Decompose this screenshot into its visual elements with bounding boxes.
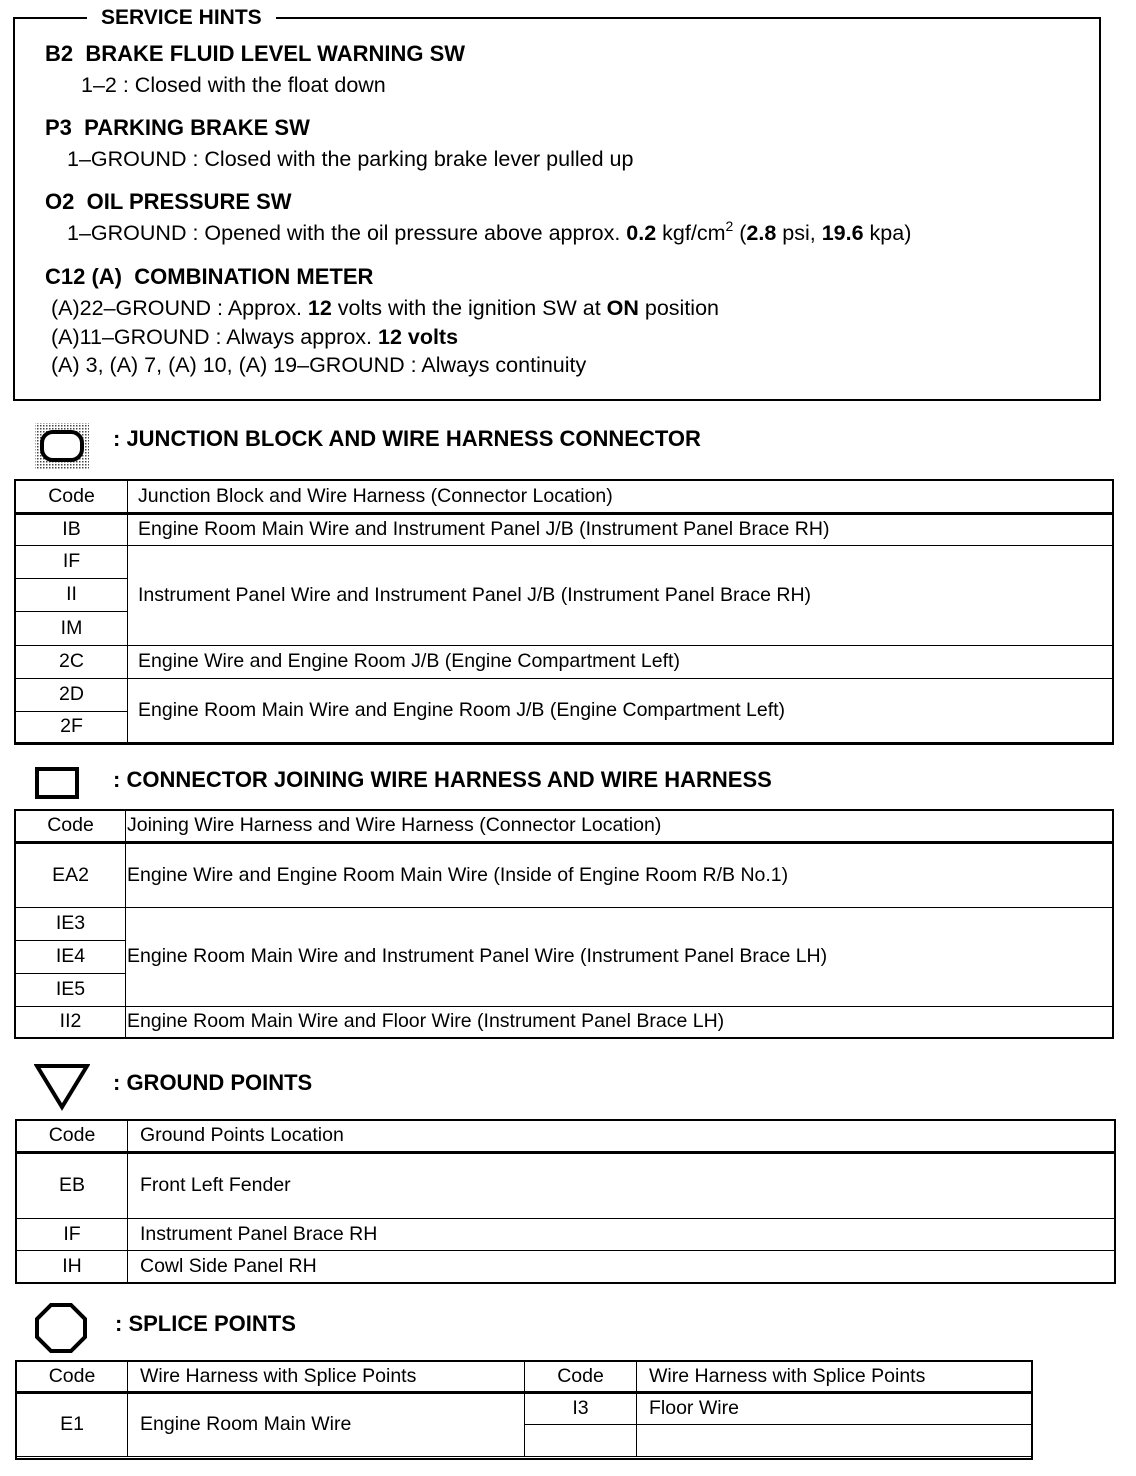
code-cell: IB: [16, 514, 128, 546]
code-cell: 2C: [16, 646, 128, 679]
desc2-cell: Floor Wire: [637, 1393, 1032, 1425]
col-code-header: Code: [17, 1121, 128, 1153]
table-row: [16, 908, 1113, 941]
hint-c12-code: C12 (A): [45, 264, 123, 289]
code-cell: E1: [17, 1393, 128, 1457]
desc-cell: Engine Room Main Wire and Instrument Panel J/B (Instrument Panel Brace RH): [128, 514, 1113, 546]
hint-o2-line: 1–GROUND : Opened with the oil pressure above approx. 0.2 kgf/$cm^2$ (2.8 psi, 19.6 kpa): [67, 218, 912, 245]
hint-p3-heading: [45, 115, 310, 141]
table-row: [16, 1007, 1113, 1038]
hint-p3-code: P3: [45, 115, 72, 140]
col-code-header: Code: [16, 481, 128, 514]
code-cell: EB: [17, 1153, 128, 1219]
col-desc-header: Junction Block and Wire Harness (Connector Location): [128, 481, 1113, 514]
splice-heading: : SPLICE POINTS: [115, 1311, 296, 1336]
table-row: [17, 1251, 1115, 1283]
code-cell: IF: [17, 1219, 128, 1251]
hint-o2-name: OIL PRESSURE SW: [86, 189, 292, 214]
table-header-row: [17, 1362, 1032, 1393]
code-cell: EA2: [16, 843, 126, 908]
connector-box-icon: [34, 766, 80, 800]
hint-c12-heading: [45, 264, 373, 290]
code-cell: IF: [16, 546, 128, 579]
junction-table: [15, 480, 1113, 743]
code2-cell: I3: [525, 1393, 637, 1425]
hint-c12-name: COMBINATION METER: [134, 264, 374, 289]
code-cell: IE4: [16, 941, 126, 974]
table-row: [17, 1219, 1115, 1251]
col-code2-header: Code: [525, 1362, 637, 1393]
code-cell: II2: [16, 1007, 126, 1038]
table-row: [17, 1153, 1115, 1219]
col-desc-header: Joining Wire Harness and Wire Harness (Connector Location): [126, 811, 1113, 843]
service-hints-title: SERVICE HINTS: [87, 5, 276, 31]
hint-b2-line: 1–2 : Closed with the float down: [81, 73, 386, 97]
col-code-header: Code: [17, 1362, 128, 1393]
desc-cell: Engine Room Main Wire and Engine Room J/B (Engine Compartment Left): [128, 679, 1113, 743]
hint-c12-line-3: (A) 3, (A) 7, (A) 10, (A) 19–GROUND : Always continuity: [51, 353, 587, 377]
junction-heading: : JUNCTION BLOCK AND WIRE HARNESS CONNECTOR: [113, 426, 701, 451]
table-row: [16, 546, 1113, 579]
col-desc2-header: Wire Harness with Splice Points: [637, 1362, 1032, 1393]
splice-octagon-icon: [34, 1302, 88, 1354]
table-row: [16, 679, 1113, 712]
ground-heading: : GROUND POINTS: [113, 1070, 313, 1095]
ground-table: [16, 1120, 1115, 1283]
col-desc-header: Wire Harness with Splice Points: [128, 1362, 525, 1393]
table-row: [16, 514, 1113, 546]
hint-o2-code: O2: [45, 189, 75, 214]
table-header-row: [16, 811, 1113, 843]
desc-cell: Front Left Fender: [128, 1153, 1115, 1219]
desc-cell: Cowl Side Panel RH: [128, 1251, 1115, 1283]
hint-b2-code: B2: [45, 41, 74, 66]
hint-b2-name: BRAKE FLUID LEVEL WARNING SW: [85, 41, 466, 66]
desc-cell: Instrument Panel Wire and Instrument Panel J/B (Instrument Panel Brace RH): [128, 546, 1113, 646]
table-header-row: [17, 1121, 1115, 1153]
splice-table: [16, 1361, 1032, 1457]
code-cell: IE3: [16, 908, 126, 941]
code-cell: 2F: [16, 712, 128, 743]
junction-block-icon: [34, 422, 90, 470]
hint-c12-line-2: (A)11–GROUND : Always approx. 12 volts: [51, 325, 459, 349]
table-row: [17, 1393, 1032, 1425]
col-code-header: Code: [16, 811, 126, 843]
table-row: [16, 646, 1113, 679]
code-cell: II: [16, 579, 128, 612]
code2-cell-empty: [525, 1425, 637, 1457]
connector-table: [15, 810, 1113, 1038]
hint-c12-line-1: (A)22–GROUND : Approx. 12 volts with the ignition SW at ON position: [51, 296, 719, 320]
desc-cell: Engine Wire and Engine Room J/B (Engine Compartment Left): [128, 646, 1113, 679]
ground-triangle-icon: [34, 1063, 90, 1111]
desc2-cell-empty: [637, 1425, 1032, 1457]
hint-p3-line: 1–GROUND : Closed with the parking brake lever pulled up: [67, 147, 634, 171]
service-hints-box: [13, 6, 1101, 401]
hint-o2-heading: [45, 189, 292, 215]
desc-cell: Engine Room Main Wire and Floor Wire (Instrument Panel Brace LH): [126, 1007, 1113, 1038]
code-cell: 2D: [16, 679, 128, 712]
desc-cell: Engine Room Main Wire and Instrument Panel Wire (Instrument Panel Brace LH): [126, 908, 1113, 1007]
hint-b2-heading: [45, 41, 465, 67]
code-cell: IE5: [16, 974, 126, 1007]
desc-cell: Engine Wire and Engine Room Main Wire (Inside of Engine Room R/B No.1): [126, 843, 1113, 908]
code-cell: IM: [16, 612, 128, 646]
table-row: [16, 843, 1113, 908]
col-desc-header: Ground Points Location: [128, 1121, 1115, 1153]
desc-cell: Instrument Panel Brace RH: [128, 1219, 1115, 1251]
hint-p3-name: PARKING BRAKE SW: [84, 115, 310, 140]
table-header-row: [16, 481, 1113, 514]
connector-heading: : CONNECTOR JOINING WIRE HARNESS AND WIRE HARNESS: [113, 767, 772, 792]
code-cell: IH: [17, 1251, 128, 1283]
desc-cell: Engine Room Main Wire: [128, 1393, 525, 1457]
